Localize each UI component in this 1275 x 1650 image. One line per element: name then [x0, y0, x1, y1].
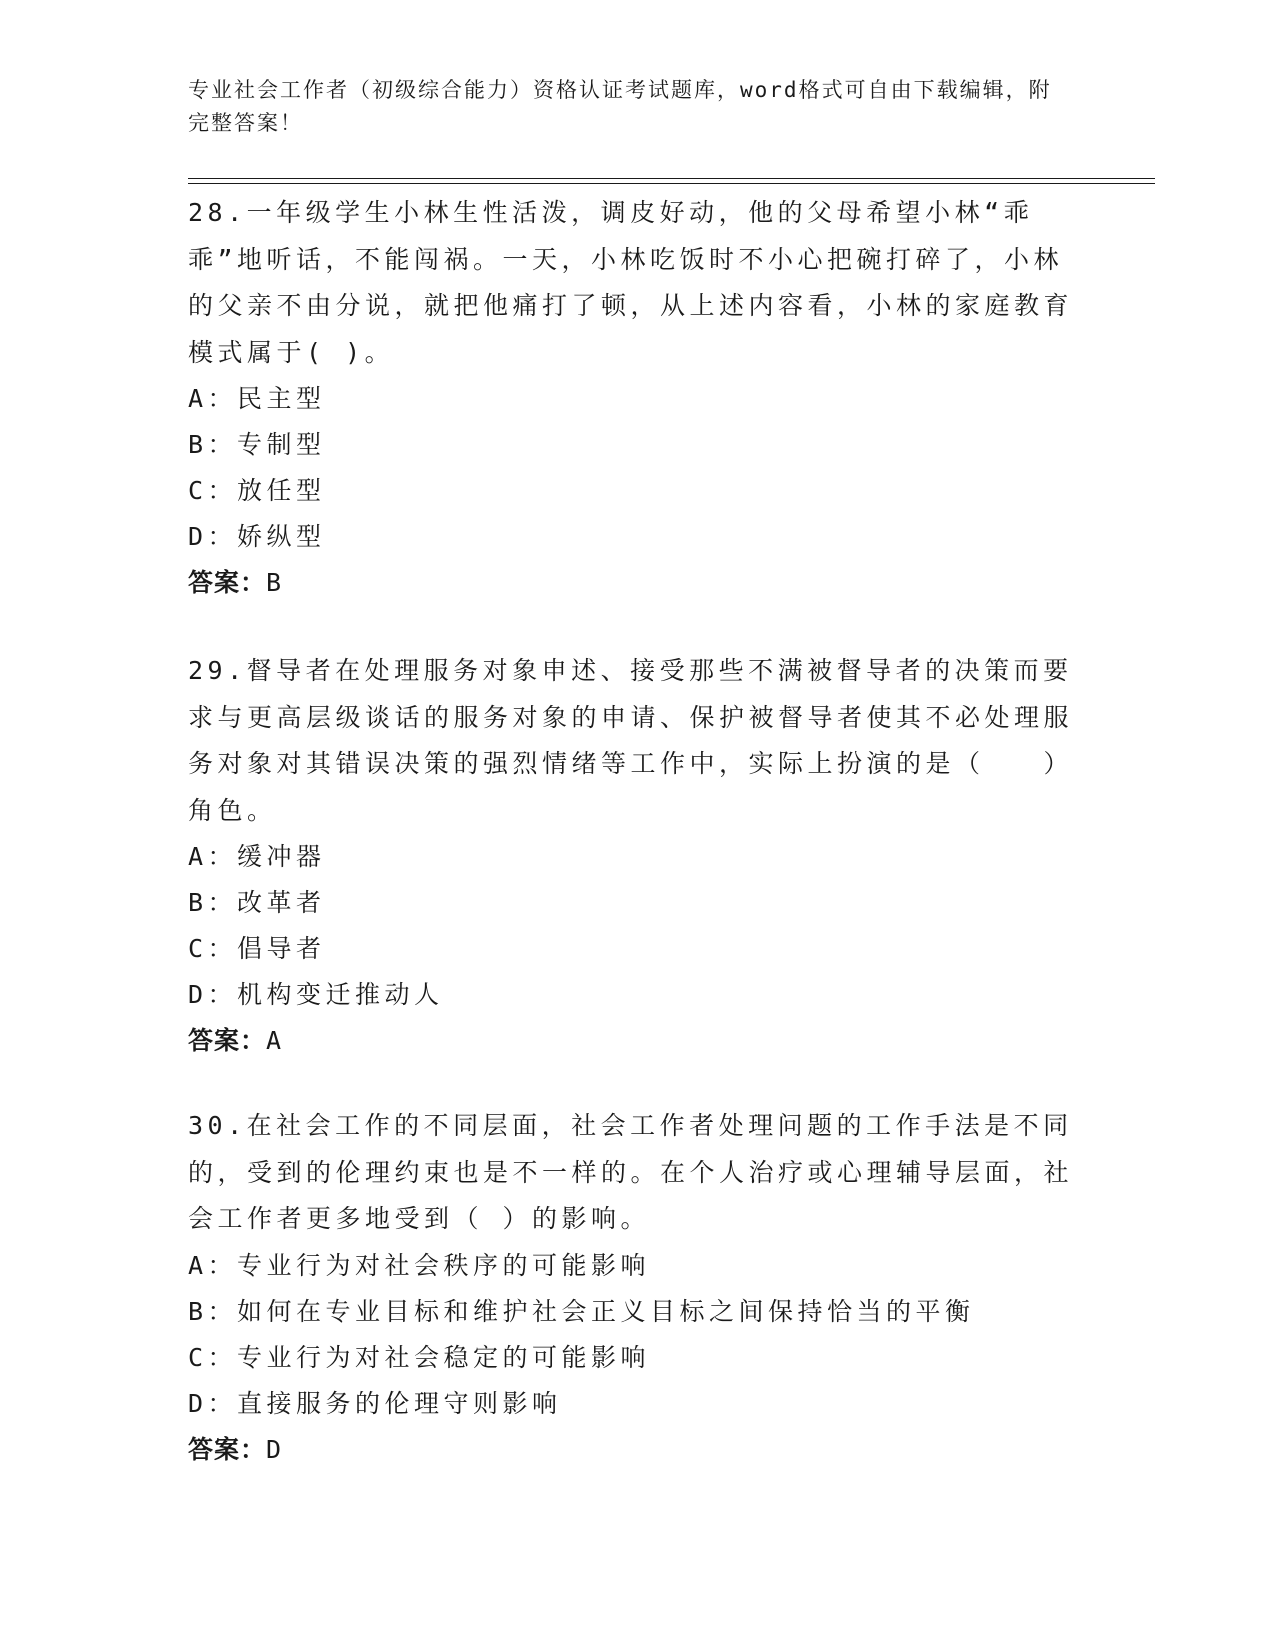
answer-value: D: [266, 1434, 283, 1464]
option-c: C：放任型: [188, 476, 326, 505]
option-a: A：民主型: [188, 384, 326, 413]
option-b: B：专制型: [188, 430, 326, 459]
answer-label: 答案：: [188, 568, 267, 597]
answer-value: A: [266, 1026, 283, 1055]
question-stem: 29.督导者在处理服务对象申述、接受那些不满被督导者的决策而要求与更高层级谈话的服务对象的申请、保护被督导者使其不必处理服务对象对其错误决策的强烈情绪等工作中，实际上扮演的是（ ）角色。: [188, 656, 1074, 825]
answer-label: 答案：: [188, 1026, 267, 1055]
answer-value: B: [266, 568, 283, 597]
option-c: C：倡导者: [188, 934, 326, 963]
answer-line: [188, 560, 1078, 606]
answer-label: 答案：: [188, 1434, 267, 1464]
option-a: A：专业行为对社会秩序的可能影响: [188, 1250, 651, 1280]
header-divider-bottom: [188, 183, 1155, 184]
question-stem: 28.一年级学生小林生性活泼，调皮好动，他的父母希望小林“乖乖”地听话，不能闯祸。一天，小林吃饭时不小心把碗打碎了，小林的父亲不由分说，就把他痛打了顿，从上述内容看，小林的家庭教育模式属于( )。: [188, 198, 1074, 367]
answer-line: [188, 1018, 1078, 1064]
question-30: [188, 1103, 1078, 1473]
question-stem: 30.在社会工作的不同层面，社会工作者处理问题的工作手法是不同的，受到的伦理约束也是不一样的。在个人治疗或心理辅导层面，社会工作者更多地受到（ ）的影响。: [188, 1111, 1074, 1233]
answer-line: [188, 1427, 1078, 1473]
option-a: A：缓冲器: [188, 842, 326, 871]
option-b: B：改革者: [188, 888, 326, 917]
option-c: C：专业行为对社会稳定的可能影响: [188, 1342, 651, 1372]
question-29: [188, 648, 1078, 1064]
header-divider-top: [188, 178, 1155, 179]
option-d: D：直接服务的伦理守则影响: [188, 1388, 562, 1418]
option-b: B：如何在专业目标和维护社会正义目标之间保持恰当的平衡: [188, 1296, 975, 1326]
option-d: D：娇纵型: [188, 522, 326, 551]
option-d: D：机构变迁推动人: [188, 980, 444, 1009]
question-28: [188, 190, 1078, 606]
page-header: 专业社会工作者（初级综合能力）资格认证考试题库，word格式可自由下载编辑，附完整答案！: [188, 78, 1052, 135]
